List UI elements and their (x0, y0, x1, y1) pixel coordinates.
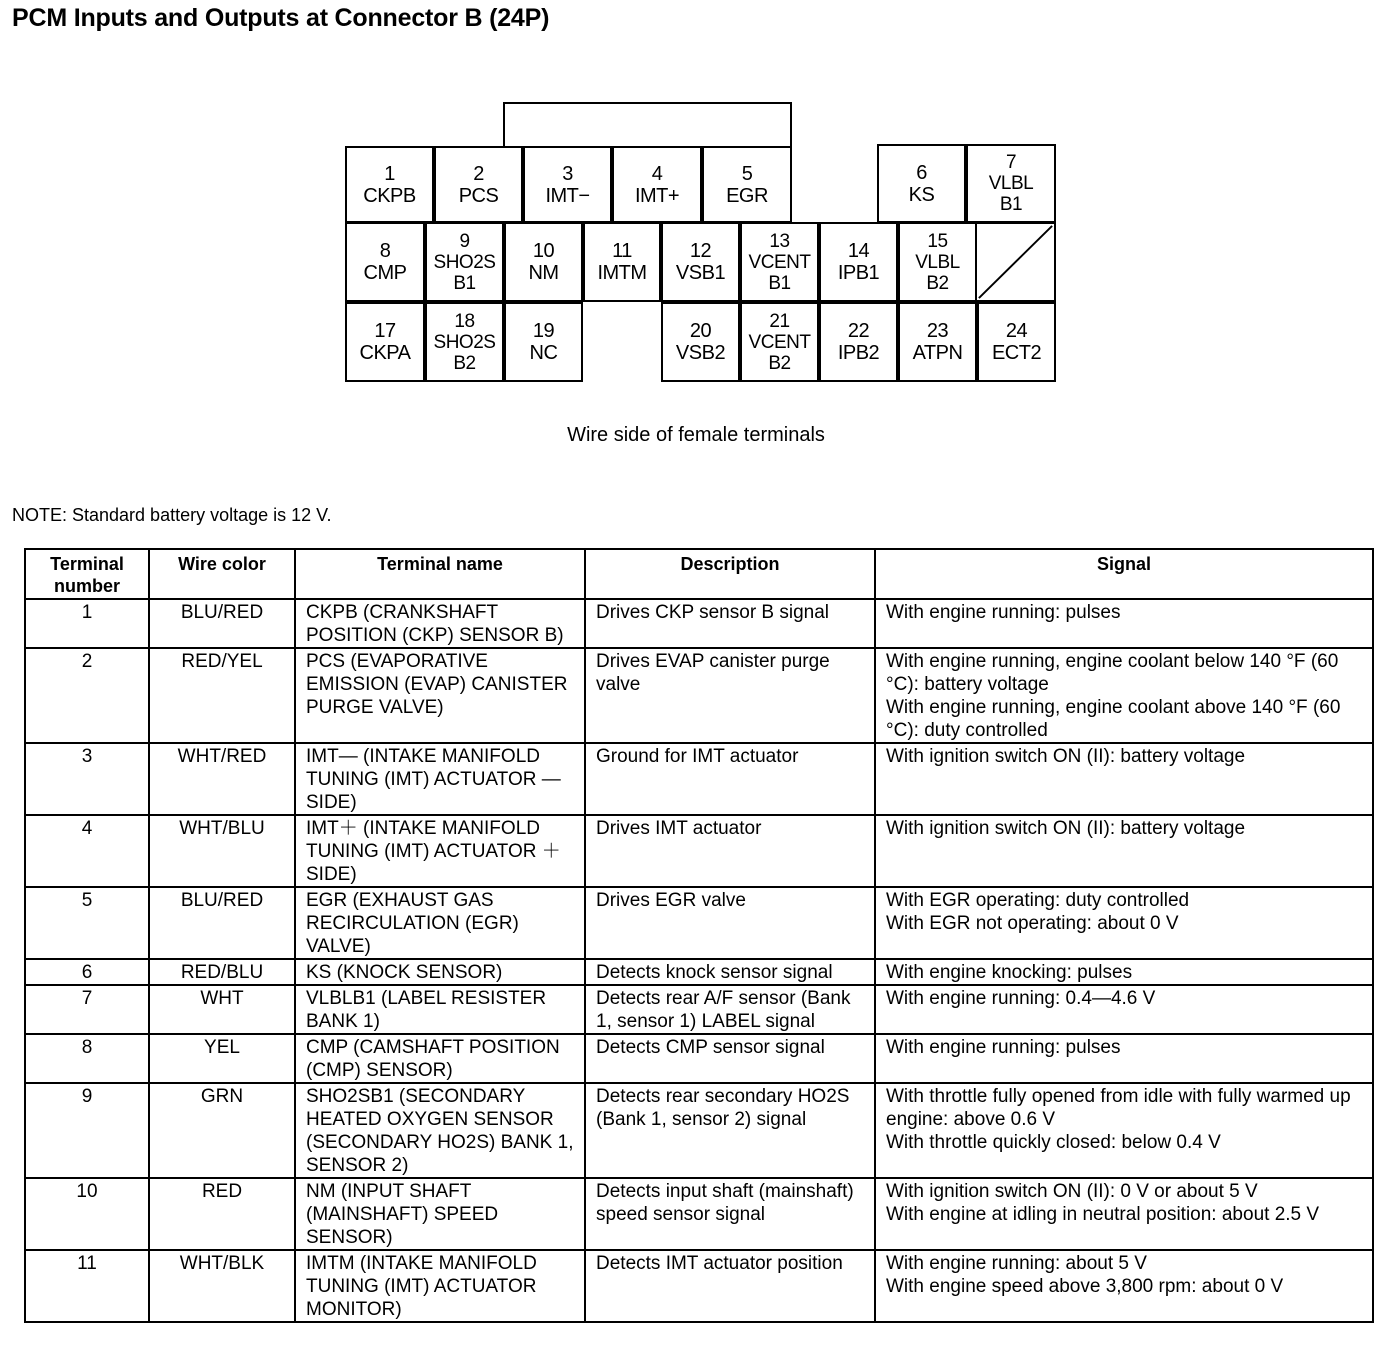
signal-cell: With engine running, engine coolant below 140 °F (60 °C): battery voltage With engine running, engine coolant above 140 °F (60 °C): duty controlled (875, 648, 1373, 743)
connector-diagram (0, 0, 1392, 420)
signal-cell: With EGR operating: duty controlled With EGR not operating: about 0 V (875, 887, 1373, 959)
terminal-pin-label: IMT− (545, 184, 590, 207)
header-terminal-number: Terminal number (25, 549, 149, 599)
table-row (25, 1083, 1373, 1178)
terminal-pin-number: 20 (689, 320, 712, 342)
terminal-pin-number: 15 (927, 230, 948, 252)
terminal-pin-number: 17 (374, 320, 396, 342)
connector-terminal-3 (523, 146, 612, 223)
connector-terminal-4 (612, 146, 702, 223)
header-signal: Signal (875, 549, 1373, 599)
header-description: Description (585, 549, 875, 599)
table-row (25, 743, 1373, 815)
terminal-pin-label: IPB2 (837, 342, 880, 364)
terminal-pin-label: VCENT B1 (748, 251, 811, 294)
connector-terminal-19 (504, 302, 583, 382)
table-row (25, 1178, 1373, 1250)
table-row (25, 959, 1373, 985)
wire-color-cell: BLU/RED (149, 599, 295, 648)
terminal-pin-number: 4 (651, 162, 663, 185)
connector-terminal-5 (702, 146, 792, 223)
connector-terminal-9 (425, 222, 504, 302)
description-cell: Detects input shaft (mainshaft) speed sensor signal (585, 1178, 875, 1250)
terminal-pin-number: 22 (847, 320, 870, 342)
connector-terminal-23 (898, 302, 977, 382)
signal-cell: With throttle fully opened from idle with fully warmed up engine: above 0.6 V With throttle quickly closed: below 0.4 V (875, 1083, 1373, 1178)
terminal-number-cell: 5 (25, 887, 149, 959)
terminal-number-cell: 4 (25, 815, 149, 887)
description-cell: Drives EVAP canister purge valve (585, 648, 875, 743)
connector-terminal-18 (425, 302, 504, 382)
description-cell: Drives CKP sensor B signal (585, 599, 875, 648)
signal-cell: With ignition switch ON (II): battery voltage (875, 743, 1373, 815)
terminal-number-cell: 2 (25, 648, 149, 743)
connector-terminal-24 (977, 302, 1056, 382)
terminal-name-cell: CKPB (CRANKSHAFT POSITION (CKP) SENSOR B) (295, 599, 585, 648)
signal-cell: With ignition switch ON (II): 0 V or about 5 V With engine at idling in neutral position: about 2.5 V (875, 1178, 1373, 1250)
signal-cell: With engine running: 0.4—4.6 V (875, 985, 1373, 1034)
terminal-signal-table (24, 548, 1374, 1323)
signal-cell: With engine running: pulses (875, 599, 1373, 648)
terminal-pin-label: SHO2S B2 (433, 331, 496, 374)
terminal-pin-number: 9 (459, 230, 470, 252)
terminal-name-cell: IMT— (INTAKE MANIFOLD TUNING (IMT) ACTUATOR —SIDE) (295, 743, 585, 815)
terminal-name-cell: IMT＋ (INTAKE MANIFOLD TUNING (IMT) ACTUATOR ＋SIDE) (295, 815, 585, 887)
wire-color-cell: WHT (149, 985, 295, 1034)
wire-color-cell: WHT/BLU (149, 815, 295, 887)
terminal-pin-label: VSB2 (675, 342, 726, 364)
connector-terminal-17 (345, 302, 425, 382)
terminal-number-cell: 9 (25, 1083, 149, 1178)
terminal-pin-label: VSB1 (675, 262, 726, 284)
terminal-pin-label: CMP (363, 262, 407, 284)
terminal-name-cell: NM (INPUT SHAFT (MAINSHAFT) SPEED SENSOR) (295, 1178, 585, 1250)
terminal-number-cell: 6 (25, 959, 149, 985)
description-cell: Detects knock sensor signal (585, 959, 875, 985)
table-row (25, 1034, 1373, 1083)
wire-color-cell: BLU/RED (149, 887, 295, 959)
terminal-pin-label: IMTM (597, 262, 647, 284)
terminal-pin-label: IPB1 (837, 262, 880, 284)
terminal-number-cell: 7 (25, 985, 149, 1034)
terminal-pin-label: PCS (458, 184, 499, 207)
connector-terminal-2 (434, 146, 523, 223)
terminal-pin-number: 6 (916, 161, 927, 184)
description-cell: Drives EGR valve (585, 887, 875, 959)
terminal-pin-label: CKPA (359, 342, 411, 364)
terminal-pin-label: VCENT B2 (748, 331, 811, 374)
terminal-pin-label: NC (529, 342, 558, 364)
header-terminal-name: Terminal name (295, 549, 585, 599)
terminal-pin-number: 11 (612, 240, 632, 262)
terminal-pin-label: ATPN (912, 342, 963, 364)
terminal-pin-number: 23 (926, 320, 949, 342)
connector-terminal-11 (583, 222, 661, 302)
connector-terminal-13 (740, 222, 819, 302)
header-wire-color: Wire color (149, 549, 295, 599)
connector-terminal-7 (966, 144, 1056, 223)
connector-terminal-10 (504, 222, 583, 302)
wire-color-cell: YEL (149, 1034, 295, 1083)
connector-terminal-15 (898, 222, 977, 302)
table-row (25, 815, 1373, 887)
terminal-pin-number: 7 (1005, 152, 1017, 173)
terminal-pin-label: KS (908, 183, 935, 206)
connector-terminal-12 (661, 222, 740, 302)
connector-terminal-1 (345, 146, 434, 223)
wire-color-cell: RED (149, 1178, 295, 1250)
terminal-name-cell: CMP (CAMSHAFT POSITION (CMP) SENSOR) (295, 1034, 585, 1083)
terminal-pin-label: NM (528, 262, 559, 284)
signal-cell: With engine running: pulses (875, 1034, 1373, 1083)
terminal-pin-label: ECT2 (991, 342, 1042, 364)
terminal-number-cell: 11 (25, 1250, 149, 1322)
terminal-pin-number: 13 (769, 230, 790, 252)
terminal-name-cell: KS (KNOCK SENSOR) (295, 959, 585, 985)
terminal-name-cell: SHO2SB1 (SECONDARY HEATED OXYGEN SENSOR (SECONDARY HO2S) BANK 1, SENSOR 2) (295, 1083, 585, 1178)
connector-caption: Wire side of female terminals (567, 424, 825, 446)
terminal-pin-number: 18 (454, 310, 475, 332)
terminal-pin-number: 24 (1005, 320, 1028, 342)
connector-terminal-16-unused (975, 222, 1056, 302)
signal-cell: With engine running: about 5 V With engine speed above 3,800 rpm: about 0 V (875, 1250, 1373, 1322)
terminal-pin-number: 14 (847, 240, 870, 262)
connector-locking-tab (503, 102, 792, 147)
terminal-number-cell: 1 (25, 599, 149, 648)
connector-terminal-21 (740, 302, 819, 382)
table-row (25, 1250, 1373, 1322)
terminal-pin-label: IMT+ (634, 184, 680, 207)
terminal-pin-label: VLBL B2 (915, 251, 960, 294)
terminal-number-cell: 3 (25, 743, 149, 815)
description-cell: Ground for IMT actuator (585, 743, 875, 815)
wire-color-cell: WHT/BLK (149, 1250, 295, 1322)
table-row (25, 887, 1373, 959)
terminal-pin-label: CKPB (363, 184, 416, 207)
wire-color-cell: GRN (149, 1083, 295, 1178)
wire-color-cell: RED/BLU (149, 959, 295, 985)
description-cell: Detects rear secondary HO2S (Bank 1, sensor 2) signal (585, 1083, 875, 1178)
connector-terminal-8 (345, 222, 425, 302)
table-header-row (25, 549, 1373, 599)
table-row (25, 599, 1373, 648)
description-cell: Detects CMP sensor signal (585, 1034, 875, 1083)
connector-terminal-6 (877, 144, 966, 223)
terminal-number-cell: 8 (25, 1034, 149, 1083)
table-row (25, 985, 1373, 1034)
terminal-pin-number: 21 (769, 310, 790, 332)
table-row (25, 648, 1373, 743)
page-title: PCM Inputs and Outputs at Connector B (24P) (12, 4, 550, 32)
terminal-name-cell: PCS (EVAPORATIVE EMISSION (EVAP) CANISTER PURGE VALVE) (295, 648, 585, 743)
terminal-pin-label: VLBL B1 (988, 173, 1034, 215)
terminal-number-cell: 10 (25, 1178, 149, 1250)
terminal-pin-number: 19 (532, 320, 555, 342)
terminal-pin-number: 3 (562, 162, 573, 185)
signal-cell: With ignition switch ON (II): battery voltage (875, 815, 1373, 887)
terminal-name-cell: IMTM (INTAKE MANIFOLD TUNING (IMT) ACTUATOR MONITOR) (295, 1250, 585, 1322)
terminal-pin-number: 12 (689, 240, 712, 262)
description-cell: Detects rear A/F sensor (Bank 1, sensor 1) LABEL signal (585, 985, 875, 1034)
terminal-pin-number: 1 (384, 162, 395, 185)
terminal-pin-label: EGR (726, 184, 768, 207)
description-cell: Detects IMT actuator position (585, 1250, 875, 1322)
description-cell: Drives IMT actuator (585, 815, 875, 887)
terminal-pin-number: 8 (379, 240, 391, 262)
terminal-pin-label: SHO2S B1 (433, 251, 496, 294)
connector-terminal-22 (819, 302, 898, 382)
connector-terminal-14 (819, 222, 898, 302)
signal-cell: With engine knocking: pulses (875, 959, 1373, 985)
connector-terminal-20 (661, 302, 740, 382)
terminal-name-cell: EGR (EXHAUST GAS RECIRCULATION (EGR) VALVE) (295, 887, 585, 959)
terminal-name-cell: VLBLB1 (LABEL RESISTER BANK 1) (295, 985, 585, 1034)
terminal-pin-number: 5 (741, 162, 753, 185)
terminal-pin-number: 10 (532, 240, 555, 262)
wire-color-cell: WHT/RED (149, 743, 295, 815)
note-text: NOTE: Standard battery voltage is 12 V. (12, 505, 332, 525)
terminal-pin-number: 2 (473, 162, 484, 185)
wire-color-cell: RED/YEL (149, 648, 295, 743)
